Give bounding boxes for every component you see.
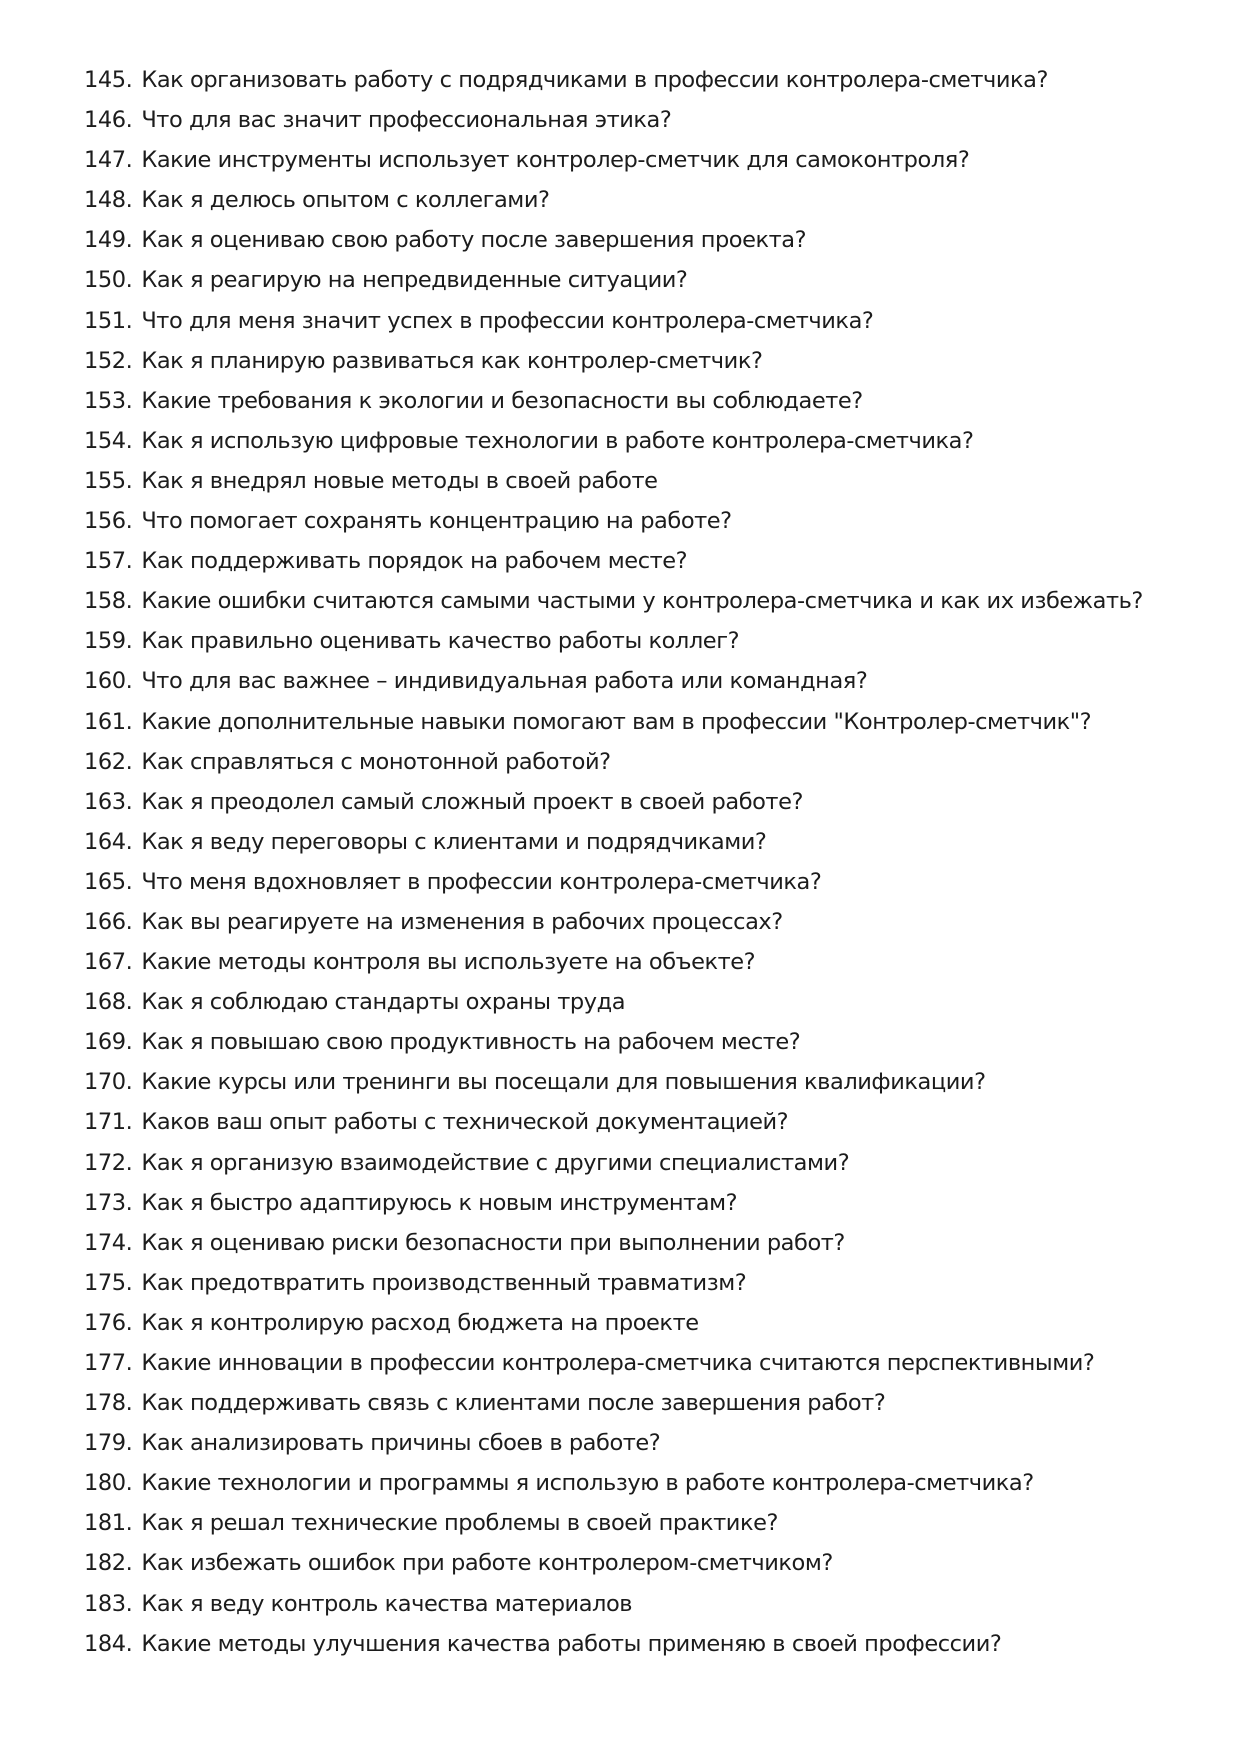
question-number: 145 . <box>84 60 132 100</box>
question-text: Как я реагирую на непредвиденные ситуации? <box>141 267 688 294</box>
question-text: Какие ошибки считаются самыми частыми у контролера-сметчика и как их избежать? <box>141 588 1143 615</box>
question-text: Какие курсы или тренинги вы посещали для повышения квалификации? <box>141 1069 986 1096</box>
question-item <box>84 220 1184 260</box>
question-number: 147 . <box>84 140 132 180</box>
question-item <box>84 621 1184 661</box>
question-number: 157 . <box>84 541 132 581</box>
question-number: 180 . <box>84 1463 132 1503</box>
question-number: 161 . <box>84 702 132 742</box>
question-number: 151 . <box>84 301 132 341</box>
question-text: Как я организую взаимодействие с другими специалистами? <box>141 1149 850 1176</box>
question-item <box>84 260 1184 300</box>
question-text: Как организовать работу с подрядчиками в профессии контролера-сметчика? <box>141 67 1048 93</box>
question-text: Как справляться с монотонной работой? <box>141 748 611 775</box>
question-text: Какие инновации в профессии контролера-сметчика считаются перспективными? <box>141 1350 1095 1376</box>
question-item <box>84 421 1184 461</box>
question-text: Что меня вдохновляет в профессии контролера-сметчика? <box>141 868 822 895</box>
question-item <box>84 902 1184 942</box>
question-text: Как я решал технические проблемы в своей практике? <box>141 1510 779 1537</box>
question-text: Как избежать ошибок при работе контролером-сметчиком? <box>141 1550 833 1577</box>
question-number: 168 . <box>84 982 132 1022</box>
question-number: 154 . <box>84 421 132 461</box>
question-item <box>84 140 1184 180</box>
question-text: Какие инструменты использует контролер-сметчик для самоконтроля? <box>141 147 970 174</box>
question-item <box>84 60 1184 100</box>
question-number: 172 . <box>84 1143 132 1183</box>
question-number: 184 . <box>84 1624 132 1664</box>
question-item <box>84 1303 1184 1343</box>
question-number: 148 . <box>84 180 132 220</box>
question-text: Как я делюсь опытом с коллегами? <box>141 187 550 214</box>
question-item <box>84 982 1184 1022</box>
question-number: 169 . <box>84 1022 132 1062</box>
question-number: 160 . <box>84 661 132 701</box>
question-text: Как я оцениваю риски безопасности при выполнении работ? <box>141 1229 845 1256</box>
question-item <box>84 1263 1184 1303</box>
question-number: 146 . <box>84 100 132 140</box>
question-number: 150 . <box>84 260 132 300</box>
question-text: Что для меня значит успех в профессии контролера-сметчика? <box>141 307 874 334</box>
question-number: 171 . <box>84 1102 132 1142</box>
question-item <box>84 461 1184 501</box>
question-item <box>84 180 1184 220</box>
question-number: 167 . <box>84 942 132 982</box>
question-number: 181 . <box>84 1503 132 1543</box>
question-item <box>84 501 1184 541</box>
question-number: 152 . <box>84 341 132 381</box>
question-item <box>84 1624 1184 1664</box>
document-page <box>84 60 1184 1664</box>
question-text: Как я соблюдаю стандарты охраны труда <box>141 989 626 1016</box>
question-item <box>84 782 1184 822</box>
question-number: 178 . <box>84 1383 132 1423</box>
question-text: Каков ваш опыт работы с технической документацией? <box>141 1109 789 1136</box>
question-text: Как вы реагируете на изменения в рабочих процессах? <box>141 908 783 935</box>
question-number: 155 . <box>84 461 132 501</box>
question-item <box>84 862 1184 902</box>
question-text: Как я веду переговоры с клиентами и подрядчиками? <box>141 828 767 855</box>
question-item <box>84 1062 1184 1102</box>
question-number: 170 . <box>84 1062 132 1102</box>
question-item <box>84 301 1184 341</box>
question-item <box>84 1383 1184 1423</box>
question-item <box>84 742 1184 782</box>
question-item <box>84 1463 1184 1503</box>
question-text: Как поддерживать порядок на рабочем месте? <box>141 548 688 575</box>
question-number: 159 . <box>84 621 132 661</box>
question-item <box>84 1223 1184 1263</box>
question-number: 179 . <box>84 1423 132 1463</box>
question-item <box>84 1584 1184 1624</box>
question-item <box>84 1102 1184 1142</box>
question-item <box>84 702 1184 742</box>
question-item <box>84 581 1184 621</box>
question-text: Как правильно оценивать качество работы коллег? <box>141 628 740 655</box>
question-text: Как анализировать причины сбоев в работе? <box>141 1430 661 1457</box>
question-item <box>84 1143 1184 1183</box>
question-item <box>84 341 1184 381</box>
question-number: 165 . <box>84 862 132 902</box>
question-text: Какие требования к экологии и безопасности вы соблюдаете? <box>141 387 863 414</box>
question-item <box>84 661 1184 701</box>
question-number: 166 . <box>84 902 132 942</box>
question-text: Как я оцениваю свою работу после завершения проекта? <box>141 227 807 254</box>
question-text: Как я преодолел самый сложный проект в своей работе? <box>141 788 803 815</box>
question-text: Что помогает сохранять концентрацию на работе? <box>141 508 732 535</box>
question-item <box>84 1543 1184 1583</box>
question-text: Что для вас важнее – индивидуальная работа или командная? <box>141 668 868 695</box>
question-text: Какие методы контроля вы используете на объекте? <box>141 949 756 976</box>
question-list <box>84 60 1184 1664</box>
question-item <box>84 100 1184 140</box>
question-text: Как я планирую развиваться как контролер-сметчик? <box>141 347 763 374</box>
question-text: Как предотвратить производственный травматизм? <box>141 1269 747 1296</box>
question-item <box>84 1503 1184 1543</box>
question-text: Какие дополнительные навыки помогают вам в профессии "Контролер-сметчик"? <box>141 708 1092 735</box>
question-item <box>84 381 1184 421</box>
question-text: Как я веду контроль качества материалов <box>141 1590 633 1617</box>
question-item <box>84 942 1184 982</box>
question-text: Как я повышаю свою продуктивность на рабочем месте? <box>141 1029 801 1056</box>
question-number: 176 . <box>84 1303 132 1343</box>
question-number: 153 . <box>84 381 132 421</box>
question-item <box>84 1343 1184 1383</box>
question-text: Как я контролирую расход бюджета на проекте <box>141 1309 699 1336</box>
question-text: Какие методы улучшения качества работы применяю в своей профессии? <box>141 1630 1002 1657</box>
question-number: 183 . <box>84 1584 132 1624</box>
question-number: 173 . <box>84 1183 132 1223</box>
question-number: 156 . <box>84 501 132 541</box>
question-number: 177 . <box>84 1343 132 1383</box>
question-text: Как поддерживать связь с клиентами после завершения работ? <box>141 1390 886 1417</box>
question-item <box>84 1423 1184 1463</box>
question-number: 149 . <box>84 220 132 260</box>
question-item <box>84 1183 1184 1223</box>
question-text: Как я быстро адаптируюсь к новым инструментам? <box>141 1189 738 1216</box>
question-text: Как я внедрял новые методы в своей работе <box>141 467 658 494</box>
question-item <box>84 822 1184 862</box>
question-number: 174 . <box>84 1223 132 1263</box>
question-number: 164 . <box>84 822 132 862</box>
question-text: Какие технологии и программы я использую в работе контролера-сметчика? <box>141 1470 1034 1497</box>
question-number: 175 . <box>84 1263 132 1303</box>
question-number: 162 . <box>84 742 132 782</box>
question-number: 158 . <box>84 581 132 621</box>
question-text: Как я использую цифровые технологии в работе контролера-сметчика? <box>141 427 974 454</box>
question-item <box>84 541 1184 581</box>
question-number: 182 . <box>84 1543 132 1583</box>
question-item <box>84 1022 1184 1062</box>
question-number: 163 . <box>84 782 132 822</box>
question-text: Что для вас значит профессиональная этика? <box>141 107 672 134</box>
